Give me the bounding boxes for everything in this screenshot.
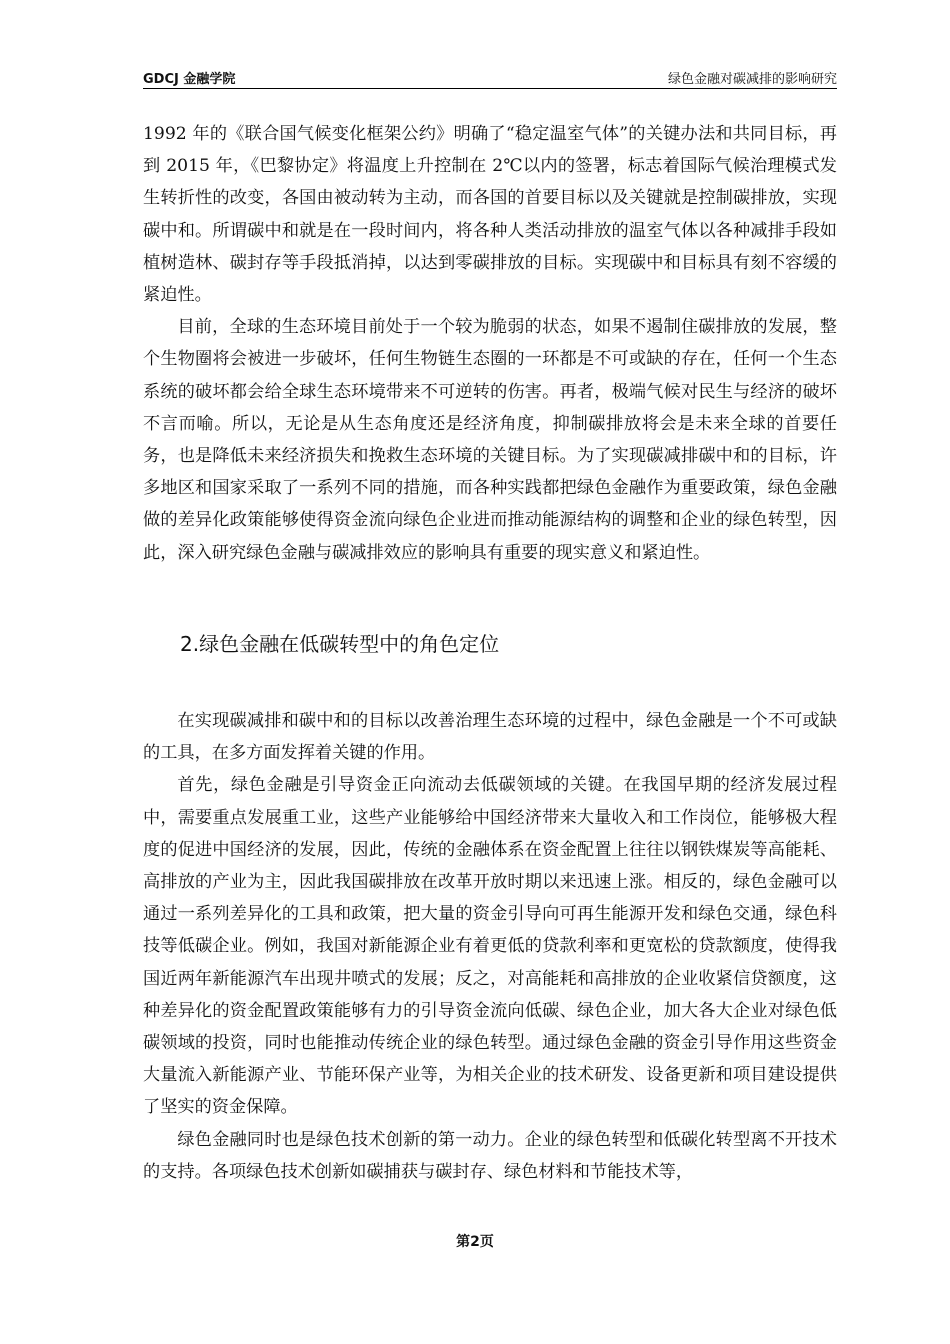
body-section-intro [143,118,837,569]
paragraph: 目前，全球的生态环境目前处于一个较为脆弱的状态，如果不遏制住碳排放的发展，整个生物圈将会被进一步破坏，任何生物链生态圈的一环都是不可或缺的存在，任何一个生态系统的破坏都会给全球生态环境带来不可逆转的伤害。再者，极端气候对民生与经济的破坏不言而喻。所以，无论是从生态角度还是经济角度，抑制碳排放将会是未来全球的首要任务，也是降低未来经济损失和挽救生态环境的关键目标。为了实现碳减排碳中和的目标，许多地区和国家采取了一系列不同的措施，而各种实践都把绿色金融作为重要政策，绿色金融做的差异化政策能够使得资金流向绿色企业进而推动能源结构的调整和企业的绿色转型，因此，深入研究绿色金融与碳减排效应的影响具有重要的现实意义和紧迫性。 [143,317,837,563]
header-paper-title: 绿色金融对碳减排的影响研究 [667,72,837,87]
page-number: 第2页 [456,1234,494,1250]
paragraph: 首先，绿色金融是引导资金正向流动去低碳领域的关键。在我国早期的经济发展过程中，需要重点发展重工业，这些产业能够给中国经济带来大量收入和工作岗位，能够极大程度的促进中国经济的发展，因此，传统的金融体系在资金配置上往往以钢铁煤炭等高能耗、高排放的产业为主，因此我国碳排放在改革开放时期以来迅速上涨。相反的，绿色金融可以通过一系列差异化的工具和政策，把大量的资金引导向可再生能源开发和绿色交通，绿色科技等低碳企业。例如，我国对新能源企业有着更低的贷款利率和更宽松的贷款额度，使得我国近两年新能源汽车出现井喷式的发展；反之，对高能耗和高排放的企业收紧信贷额度，这种差异化的资金配置政策能够有力的引导资金流向低碳、绿色企业，加大各大企业对绿色低碳领域的投资，同时也能推动传统企业的绿色转型。通过绿色金融的资金引导作用这些资金大量流入新能源产业、节能环保产业等，为相关企业的技术研发、设备更新和项目建设提供了坚实的资金保障。 [143,775,837,1118]
header-institution: GDCJ 金融学院 [143,72,236,87]
paragraph: 绿色金融同时也是绿色技术创新的第一动力。企业的绿色转型和低碳化转型离不开技术的支持。各项绿色技术创新如碳捕获与碳封存、绿色材料和节能技术等， [143,1129,837,1182]
body-section-role [143,705,837,1188]
paragraph: 在实现碳减排和碳中和的目标以改善治理生态环境的过程中，绿色金融是一个不可或缺的工具，在多方面发挥着关键的作用。 [143,711,837,764]
page-header [143,64,837,89]
section-heading: 2.绿色金融在低碳转型中的角色定位 [180,632,500,656]
paragraph: 1992 年的《联合国气候变化框架公约》明确了“稳定温室气体”的关键办法和共同目标，再到 2015 年，《巴黎协定》将温度上升控制在 2℃以内的签署，标志着国际气候治理模式发生转折性的改变，各国由被动转为主动，而各国的首要目标以及关键就是控制碳排放，实现碳中和。所谓碳中和就是在一段时间内，将各种人类活动排放的温室气体以各种减排手段如植树造林、碳封存等手段抵消掉，以达到零碳排放的目标。实现碳中和目标具有刻不容缓的紧迫性。 [143,124,837,306]
